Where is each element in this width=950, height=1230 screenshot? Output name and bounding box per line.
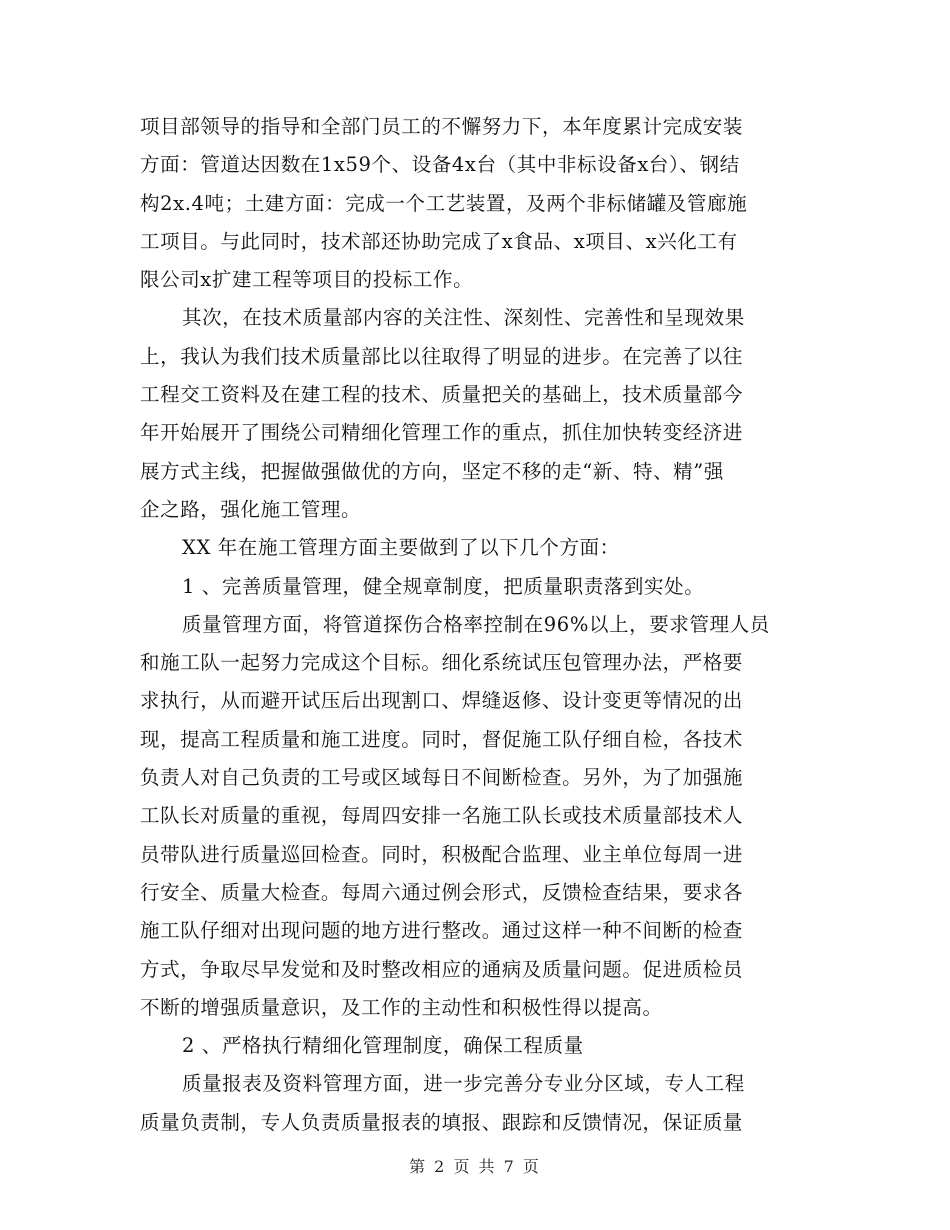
text-line: 上，我认为我们技术质量部比以往取得了明显的进步。在完善了以往	[140, 344, 744, 368]
text-line: 工项目。与此同时，技术部还协助完成了x食品、x项目、x兴化工有	[140, 229, 738, 253]
text-line: 2 、严格执行精细化管理制度，确保工程质量	[182, 1034, 584, 1058]
text-line: 质量负责制，专人负责质量报表的填报、跟踪和反馈情况，保证质量	[140, 1110, 744, 1134]
text-line: 项目部领导的指导和全部门员工的不懈努力下，本年度累计完成安装	[140, 115, 744, 138]
text-line: 方式，争取尽早发觉和及时整改相应的通病及质量问题。促进质检员	[140, 957, 744, 981]
text-line: 和施工队一起努力完成这个目标。细化系统试压包管理办法，严格要	[140, 651, 744, 675]
page-number: 第 2 页 共 7 页	[409, 1157, 541, 1176]
text-line: 限公司x扩建工程等项目的投标工作。	[140, 268, 474, 292]
text-line: 1 、完善质量管理，健全规章制度，把质量职责落到实处。	[182, 574, 705, 598]
text-line: 求执行，从而避开试压后出现割口、焊缝返修、设计变更等情况的出	[140, 689, 744, 713]
text-line: 工队长对质量的重视，每周四安排一名施工队长或技术质量部技术人	[140, 804, 744, 828]
body-text	[140, 108, 812, 1142]
text-line: 构2x.4吨；土建方面：完成一个工艺装置，及两个非标储罐及管廊施	[140, 191, 748, 215]
text-line: 质量报表及资料管理方面，进一步完善分专业分区域，专人工程	[182, 1072, 745, 1096]
text-line: 工程交工资料及在建工程的技术、质量把关的基础上，技术质量部今	[140, 383, 744, 407]
text-line: XX 年在施工管理方面主要做到了以下几个方面：	[182, 536, 620, 560]
text-line: 年开始展开了围绕公司精细化管理工作的重点，抓住加快转变经济进	[140, 421, 744, 445]
text-line: 员带队进行质量巡回检查。同时，积极配合监理、业主单位每周一进	[140, 842, 744, 866]
text-line: 方面：管道达因数在1x59个、设备4x台（其中非标设备x台）、钢结	[140, 153, 740, 177]
text-line: 其次，在技术质量部内容的关注性、深刻性、完善性和呈现效果	[182, 306, 745, 330]
text-line: 不断的增强质量意识，及工作的主动性和积极性得以提高。	[140, 995, 663, 1019]
text-line: 质量管理方面，将管道探伤合格率控制在96%以上，要求管理人员	[182, 612, 770, 636]
text-line: 展方式主线，把握做强做优的方向，坚定不移的走“新、特、精”强	[140, 459, 724, 483]
text-line: 行安全、质量大检查。每周六通过例会形式，反馈检查结果，要求各	[140, 880, 744, 904]
text-line: 现，提高工程质量和施工进度。同时，督促施工队仔细自检，各技术	[140, 727, 744, 751]
text-line: 负责人对自己负责的工号或区域每日不间断检查。另外，为了加强施	[140, 766, 744, 790]
text-line: 企之路，强化施工管理。	[140, 497, 362, 521]
text-line: 施工队仔细对出现问题的地方进行整改。通过这样一种不间断的检查	[140, 919, 744, 943]
